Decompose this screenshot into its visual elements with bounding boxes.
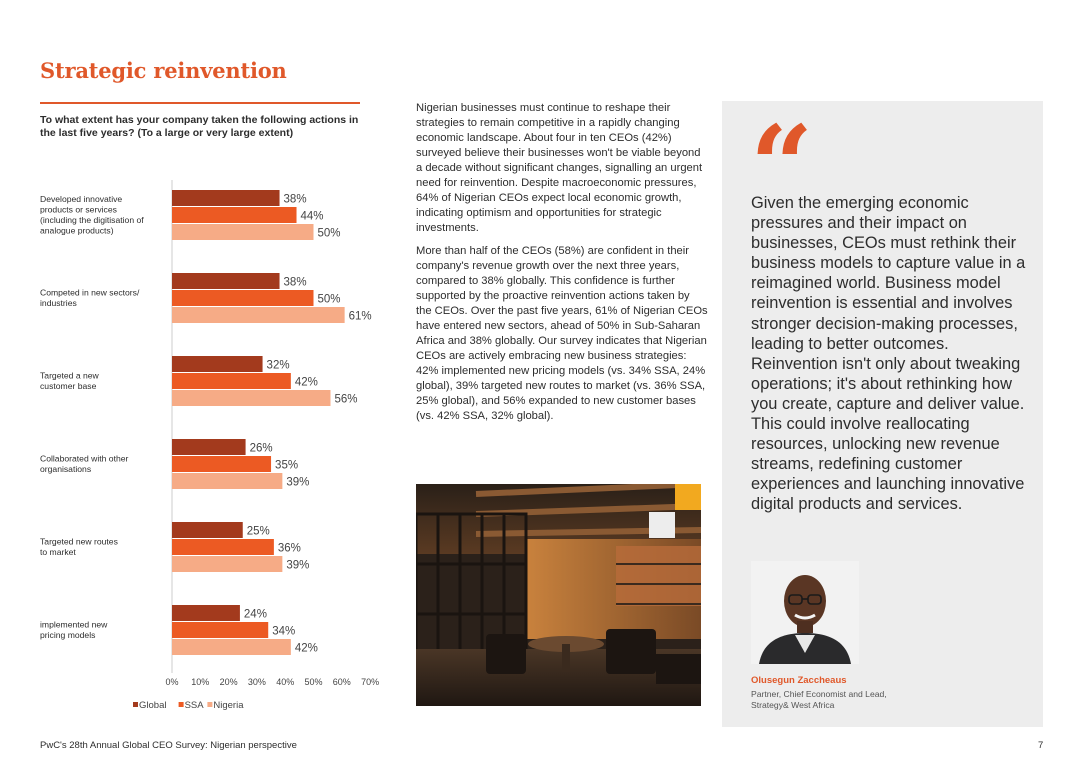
bar-ssa	[172, 539, 274, 555]
bar-nigeria	[172, 224, 314, 240]
category-label: Competed in new sectors/	[40, 287, 140, 298]
data-label: 25%	[246, 525, 270, 538]
legend-swatch	[207, 702, 212, 707]
category-label: analogue products)	[40, 225, 114, 236]
quote-mark-icon: “	[750, 101, 814, 230]
bar-global	[172, 273, 280, 289]
legend-swatch	[179, 702, 184, 707]
category-label: organisations	[40, 464, 92, 474]
page-title: Strategic reinvention	[40, 58, 287, 83]
tick-label: 10%	[191, 677, 210, 687]
bar-global	[172, 522, 243, 538]
legend-swatch	[133, 702, 138, 707]
tick-label: 40%	[276, 677, 295, 687]
category-label: implemented new	[40, 619, 108, 630]
tick-label: 60%	[332, 677, 351, 687]
data-label: 42%	[294, 642, 318, 655]
bar-nigeria	[172, 556, 282, 572]
data-label: 34%	[272, 625, 296, 638]
data-label: 39%	[286, 559, 310, 572]
chart-question: To what extent has your company taken the following actions in the last five years? (To a large or very large extent)	[40, 114, 359, 139]
tick-label: 50%	[304, 677, 323, 687]
bar-nigeria	[172, 307, 345, 323]
bar-ssa	[172, 622, 268, 638]
page-number: 7	[1038, 740, 1044, 751]
legend-label: SSA	[184, 700, 204, 711]
legend-label: Global	[139, 700, 167, 711]
bar-chart	[30, 180, 400, 720]
category-label: to market	[40, 547, 76, 557]
person-role: Partner, Chief Economist and Lead, Strategy& West Africa	[751, 689, 887, 710]
bar-ssa	[172, 207, 297, 223]
data-label: 50%	[317, 293, 341, 306]
data-label: 44%	[300, 210, 324, 223]
tick-label: 0%	[165, 677, 179, 687]
data-label: 26%	[249, 442, 273, 455]
bar-global	[172, 190, 280, 206]
data-label: 50%	[317, 227, 341, 240]
bar-global	[172, 605, 240, 621]
data-label: 38%	[283, 193, 307, 206]
data-label: 32%	[266, 359, 290, 372]
data-label: 42%	[294, 376, 318, 389]
bar-nigeria	[172, 390, 330, 406]
data-label: 24%	[243, 608, 267, 621]
category-label: industries	[40, 298, 77, 308]
bar-nigeria	[172, 639, 291, 655]
person-name: Olusegun Zaccheaus	[751, 675, 847, 686]
bar-global	[172, 356, 263, 372]
tick-label: 20%	[219, 677, 238, 687]
quote-panel	[722, 101, 1043, 727]
data-label: 61%	[348, 310, 372, 323]
legend-label: Nigeria	[213, 700, 244, 711]
body-paragraph-1: Nigerian businesses must continue to reshape their strategies to remain competitive in a rapidly changing economic landscape. About four in ten CEOs (42%) surveyed believe their businesses won't be viable beyond a decade without significant changes, signalling an urgent need for reinvention. Despite macroeconomic pressures, 64% of Nigerian CEOs expect local economic growth, indicating optimism and opportunities for strategic investments.	[416, 102, 703, 234]
data-label: 39%	[286, 476, 310, 489]
quote-text: Given the emerging economic pressures and their impact on businesses, CEOs must rethink their business models to capture value in a reimagined world. Business model reinvention is essential and involves stronger decision-making processes, leading to better outcomes. Reinvention isn't only about tweaking operations; it's about rethinking how you create, capture and deliver value. This could involve reallocating resources, unlocking new revenue streams, redefining customer experiences and launching innovative digital products and services.	[751, 194, 1026, 514]
footer-source: PwC's 28th Annual Global CEO Survey: Nigerian perspective	[40, 740, 297, 751]
category-label: (including the digitisation of	[40, 215, 144, 225]
title-divider	[40, 102, 360, 104]
data-label: 36%	[277, 542, 301, 555]
category-label: Collaborated with other	[40, 453, 129, 464]
data-label: 35%	[275, 459, 299, 472]
office-photo	[416, 484, 701, 706]
data-label: 38%	[283, 276, 307, 289]
body-paragraph-2: More than half of the CEOs (58%) are confident in their company's revenue growth over the next three years, compared to 38% globally. This confidence is further supported by the proactive reinvention actions taken by the CEOs. Over the past five years, 61% of Nigerian CEOs have entered new sectors, ahead of 50% in Sub-Saharan Africa and 38% globally. Our survey indicates that Nigerian CEOs are actively embracing new business strategies: 42% implemented new pricing models (vs. 34% SSA, 24% global), 39% targeted new routes to market (vs. 36% SSA, 25% global), and 56% expanded to new customer bases (vs. 42% SSA, 32% global).	[416, 245, 708, 422]
category-label: Targeted a new	[40, 370, 99, 381]
bar-nigeria	[172, 473, 282, 489]
tick-label: 30%	[247, 677, 266, 687]
bar-global	[172, 439, 246, 455]
category-label: pricing models	[40, 630, 96, 640]
category-label: customer base	[40, 381, 97, 391]
bar-ssa	[172, 456, 271, 472]
bar-ssa	[172, 290, 314, 306]
category-label: Developed innovative	[40, 194, 123, 204]
bar-ssa	[172, 373, 291, 389]
category-label: Targeted new routes	[40, 536, 118, 547]
data-label: 56%	[334, 393, 358, 406]
tick-label: 70%	[361, 677, 380, 687]
body-text	[416, 101, 708, 432]
category-label: products or services	[40, 204, 117, 215]
portrait-photo	[751, 561, 859, 664]
